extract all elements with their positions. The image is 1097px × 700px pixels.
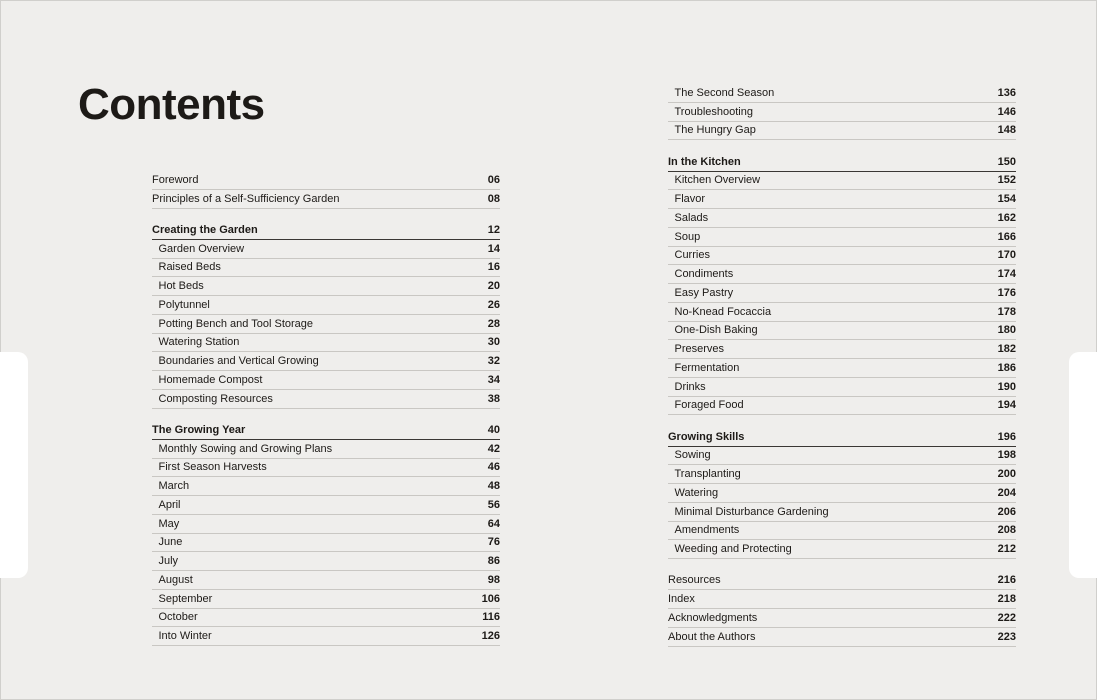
- toc-entry-label: April: [158, 498, 181, 511]
- toc-entry[interactable]: [668, 209, 1016, 228]
- toc-entry-label: Garden Overview: [158, 242, 245, 255]
- toc-entry[interactable]: [668, 397, 1016, 416]
- toc-entry[interactable]: [152, 459, 500, 478]
- toc-entry[interactable]: [668, 628, 1016, 647]
- toc-entry[interactable]: [152, 315, 500, 334]
- toc-entry[interactable]: [668, 378, 1016, 397]
- toc-entry[interactable]: [668, 359, 1016, 378]
- toc-entry-label: Creating the Garden: [152, 223, 258, 236]
- toc-page-number: 174: [997, 268, 1016, 281]
- toc-page-number: 170: [997, 249, 1016, 262]
- toc-page-number: 196: [997, 430, 1016, 443]
- toc-entry[interactable]: [668, 609, 1016, 628]
- toc-entry[interactable]: [668, 503, 1016, 522]
- toc-page-number: 154: [997, 193, 1016, 206]
- toc-page-number: 166: [997, 230, 1016, 243]
- toc-page-number: 38: [487, 392, 500, 405]
- toc-page-number: 30: [487, 336, 500, 349]
- toc-entry[interactable]: [152, 296, 500, 315]
- toc-entry[interactable]: [668, 303, 1016, 322]
- toc-entry[interactable]: [152, 240, 500, 259]
- toc-entry-label: June: [158, 536, 183, 549]
- toc-entry-label: No-Knead Focaccia: [674, 305, 772, 318]
- toc-entry[interactable]: [668, 172, 1016, 191]
- toc-entry[interactable]: [668, 103, 1016, 122]
- toc-entry[interactable]: [152, 477, 500, 496]
- toc-page-number: 150: [997, 155, 1016, 168]
- right-page-tab: [1069, 352, 1097, 578]
- toc-entry[interactable]: [668, 572, 1016, 591]
- toc-page-number: 16: [487, 261, 500, 274]
- toc-entry-label: March: [158, 480, 190, 493]
- toc-section-heading[interactable]: [152, 221, 500, 240]
- toc-page-number: 190: [997, 380, 1016, 393]
- toc-page-number: 116: [482, 611, 500, 624]
- toc-entry-label: Salads: [674, 211, 709, 224]
- toc-entry-label: Fermentation: [674, 361, 740, 374]
- toc-page-number: 204: [997, 486, 1016, 499]
- toc-entry-label: Foraged Food: [674, 399, 744, 412]
- toc-entry-label: Condiments: [674, 268, 734, 281]
- toc-entry-label: One-Dish Baking: [674, 324, 758, 337]
- toc-entry[interactable]: [152, 277, 500, 296]
- toc-entry-label: Weeding and Protecting: [674, 543, 792, 556]
- toc-entry-label: Watering Station: [158, 336, 240, 349]
- toc-page-number: 148: [997, 124, 1016, 137]
- toc-entry-label: First Season Harvests: [158, 461, 267, 474]
- toc-entry[interactable]: [152, 627, 500, 646]
- toc-page-number: 28: [487, 317, 500, 330]
- toc-page-number: 194: [997, 399, 1016, 412]
- section-spacer: [668, 415, 1016, 428]
- toc-entry-label: Amendments: [674, 524, 740, 537]
- toc-page-number: 14: [487, 242, 500, 255]
- toc-page-number: 32: [487, 355, 500, 368]
- toc-section-heading[interactable]: [152, 421, 500, 440]
- toc-page-number: 178: [997, 305, 1016, 318]
- toc-entry-label: Hot Beds: [158, 280, 204, 293]
- toc-entry[interactable]: [668, 228, 1016, 247]
- toc-entry-label: Watering: [674, 486, 719, 499]
- toc-page-number: 46: [487, 461, 500, 474]
- toc-entry-label: July: [158, 555, 179, 568]
- toc-page-number: 218: [997, 593, 1016, 606]
- section-spacer: [668, 140, 1016, 153]
- toc-entry-label: Soup: [674, 230, 701, 243]
- toc-entry-label: Raised Beds: [158, 261, 221, 274]
- toc-entry[interactable]: [152, 259, 500, 278]
- toc-entry[interactable]: [668, 265, 1016, 284]
- toc-entry[interactable]: [668, 540, 1016, 559]
- toc-entry[interactable]: [668, 84, 1016, 103]
- toc-entry-label: Monthly Sowing and Growing Plans: [158, 442, 333, 455]
- toc-page-number: 40: [487, 423, 500, 436]
- toc-entry[interactable]: [668, 522, 1016, 541]
- toc-entry[interactable]: [668, 340, 1016, 359]
- toc-page-number: 212: [997, 543, 1016, 556]
- toc-entry-label: Easy Pastry: [674, 286, 734, 299]
- toc-page-number: 162: [997, 211, 1016, 224]
- toc-entry[interactable]: [152, 371, 500, 390]
- toc-entry-label: August: [158, 573, 193, 586]
- toc-page-number: 64: [487, 517, 500, 530]
- toc-entry-label: Into Winter: [158, 630, 212, 643]
- toc-page-number: 76: [487, 536, 500, 549]
- toc-entry[interactable]: [668, 590, 1016, 609]
- toc-entry-label: The Hungry Gap: [674, 124, 756, 137]
- toc-entry-label: Principles of a Self-Sufficiency Garden: [152, 192, 340, 205]
- toc-entry-label: Growing Skills: [668, 430, 745, 443]
- toc-entry[interactable]: [152, 571, 500, 590]
- toc-entry[interactable]: [668, 484, 1016, 503]
- toc-page-number: 106: [481, 592, 500, 605]
- toc-page-number: 216: [997, 574, 1016, 587]
- toc-entry-label: Minimal Disturbance Gardening: [674, 505, 829, 518]
- toc-entry[interactable]: [152, 590, 500, 609]
- toc-page-number: 136: [997, 86, 1016, 99]
- toc-page-number: 56: [487, 498, 500, 511]
- toc-entry-label: Foreword: [152, 173, 199, 186]
- toc-entry-label: Transplanting: [674, 468, 741, 481]
- toc-page-number: 20: [487, 280, 500, 293]
- toc-entry-label: The Second Season: [674, 86, 775, 99]
- toc-page-number: 186: [997, 361, 1016, 374]
- toc-page-number: 08: [487, 192, 500, 205]
- toc-page-number: 206: [997, 505, 1016, 518]
- toc-entry-label: Sowing: [674, 449, 711, 462]
- toc-entry[interactable]: [152, 190, 500, 209]
- toc-entry-label: May: [158, 517, 180, 530]
- toc-page-number: 152: [997, 174, 1016, 187]
- toc-page-number: 198: [997, 449, 1016, 462]
- toc-entry[interactable]: [152, 534, 500, 553]
- toc-entry[interactable]: [668, 322, 1016, 341]
- toc-entry[interactable]: [152, 552, 500, 571]
- toc-page-number: 26: [487, 298, 500, 311]
- toc-entry[interactable]: [668, 190, 1016, 209]
- toc-entry-label: About the Authors: [668, 630, 756, 643]
- toc-section-heading[interactable]: [668, 428, 1016, 447]
- toc-entry[interactable]: [152, 515, 500, 534]
- toc-entry-label: Curries: [674, 249, 710, 262]
- toc-page-number: 86: [487, 555, 500, 568]
- toc-page-number: 48: [487, 480, 500, 493]
- toc-entry-label: Acknowledgments: [668, 611, 758, 624]
- toc-entry[interactable]: [152, 609, 500, 628]
- toc-page-number: 176: [997, 286, 1016, 299]
- toc-page-number: 223: [997, 630, 1016, 643]
- toc-entry[interactable]: [152, 171, 500, 190]
- toc-entry-label: The Growing Year: [152, 423, 246, 436]
- toc-left-column: [152, 171, 500, 646]
- toc-entry[interactable]: [152, 496, 500, 515]
- toc-entry-label: Resources: [668, 574, 721, 587]
- toc-entry-label: Drinks: [674, 380, 706, 393]
- toc-entry-label: September: [158, 592, 213, 605]
- toc-entry-label: In the Kitchen: [668, 155, 741, 168]
- page-title: Contents: [78, 80, 265, 129]
- toc-page-number: 146: [997, 105, 1016, 118]
- toc-entry-label: Kitchen Overview: [674, 174, 761, 187]
- toc-right-column: [668, 84, 1016, 647]
- toc-entry[interactable]: [152, 334, 500, 353]
- toc-entry-label: Boundaries and Vertical Growing: [158, 355, 319, 368]
- toc-entry-label: Flavor: [674, 193, 706, 206]
- toc-page-number: 126: [481, 630, 500, 643]
- toc-entry-label: Preserves: [674, 343, 725, 356]
- toc-entry[interactable]: [668, 447, 1016, 466]
- toc-page-number: 34: [487, 373, 500, 386]
- toc-entry-label: Potting Bench and Tool Storage: [158, 317, 314, 330]
- toc-page-number: 98: [487, 573, 500, 586]
- left-page-tab: [0, 352, 28, 578]
- toc-entry[interactable]: [152, 390, 500, 409]
- toc-entry-label: Homemade Compost: [158, 373, 263, 386]
- toc-entry-label: Troubleshooting: [674, 105, 753, 118]
- toc-entry-label: October: [158, 611, 198, 624]
- toc-entry[interactable]: [668, 465, 1016, 484]
- toc-section-heading[interactable]: [668, 153, 1016, 172]
- toc-page-number: 42: [487, 442, 500, 455]
- toc-entry[interactable]: [668, 284, 1016, 303]
- toc-entry[interactable]: [152, 440, 500, 459]
- toc-page-number: 208: [997, 524, 1016, 537]
- section-spacer: [152, 209, 500, 222]
- toc-page-number: 12: [487, 223, 500, 236]
- toc-page-number: 180: [997, 324, 1016, 337]
- toc-entry[interactable]: [668, 122, 1016, 141]
- toc-entry[interactable]: [668, 247, 1016, 266]
- toc-entry[interactable]: [152, 352, 500, 371]
- toc-page-number: 200: [997, 468, 1016, 481]
- toc-entry-label: Index: [668, 593, 695, 606]
- section-spacer: [668, 559, 1016, 572]
- toc-entry-label: Composting Resources: [158, 392, 273, 405]
- toc-page-number: 06: [487, 173, 500, 186]
- toc-entry-label: Polytunnel: [158, 298, 210, 311]
- toc-page-number: 222: [997, 611, 1016, 624]
- toc-page-number: 182: [997, 343, 1016, 356]
- section-spacer: [152, 409, 500, 422]
